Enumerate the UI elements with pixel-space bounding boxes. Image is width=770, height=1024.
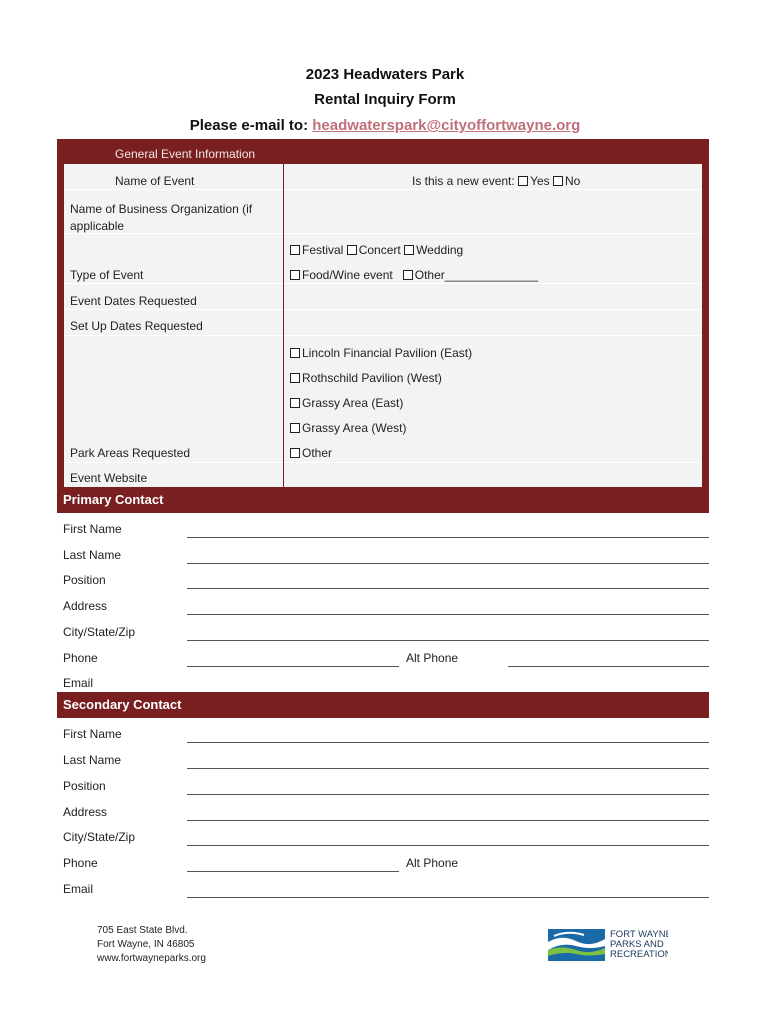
food-wine-checkbox[interactable] <box>290 270 300 280</box>
secondary-alt-phone-label: Alt Phone <box>406 856 459 870</box>
primary-last-name-label: Last Name <box>63 548 122 562</box>
website-input[interactable] <box>284 463 702 488</box>
primary-email-label: Email <box>63 676 94 690</box>
primary-position-field[interactable] <box>187 588 709 589</box>
parks-logo-icon <box>548 926 668 962</box>
business-input[interactable] <box>284 190 702 234</box>
email-link[interactable]: headwaterspark@cityoffortwayne.org <box>312 117 581 134</box>
grassy-west-label: Grassy Area (West) <box>302 421 407 435</box>
park-option-other <box>290 446 332 460</box>
setup-label: Set Up Dates Requested <box>70 319 203 333</box>
food-wine-label: Food/Wine event <box>302 268 393 282</box>
primary-city-label: City/State/Zip <box>63 625 136 639</box>
secondary-last-name-field[interactable] <box>187 768 709 769</box>
footer-web: www.fortwayneparks.org <box>97 953 206 964</box>
rothschild-checkbox[interactable] <box>290 373 300 383</box>
primary-city-field[interactable] <box>187 640 709 641</box>
business-label: Name of Business Organization (if applicable <box>70 202 253 233</box>
secondary-address-field[interactable] <box>187 820 709 821</box>
secondary-first-name-label: First Name <box>63 727 122 741</box>
primary-address-field[interactable] <box>187 614 709 615</box>
grassy-west-checkbox[interactable] <box>290 423 300 433</box>
logo-line-2: PARKS AND <box>610 939 664 950</box>
rothschild-label: Rothschild Pavilion (West) <box>302 371 442 385</box>
lincoln-label: Lincoln Financial Pavilion (East) <box>302 346 473 360</box>
park-option-lincoln <box>290 346 472 360</box>
email-instruction <box>0 117 770 134</box>
park-label: Park Areas Requested <box>70 446 191 460</box>
footer-city: Fort Wayne, IN 46805 <box>97 939 195 950</box>
type-row-2 <box>290 268 538 282</box>
footer-address <box>97 924 206 966</box>
type-other-label: Other______________ <box>414 268 539 282</box>
secondary-last-name-label: Last Name <box>63 753 122 767</box>
event-dates-input[interactable] <box>284 284 702 310</box>
secondary-phone-field[interactable] <box>187 871 399 872</box>
footer-street: 705 East State Blvd. <box>97 925 188 936</box>
primary-first-name-field[interactable] <box>187 537 709 538</box>
new-event-question <box>412 174 580 188</box>
yes-checkbox[interactable] <box>518 176 528 186</box>
new-event-label: Is this a new event: <box>412 174 515 188</box>
wedding-label: Wedding <box>416 243 464 257</box>
yes-label: Yes <box>530 174 550 188</box>
concert-checkbox[interactable] <box>347 245 357 255</box>
park-option-grassy-east <box>290 396 403 410</box>
secondary-city-field[interactable] <box>187 845 709 846</box>
primary-first-name-label: First Name <box>63 522 122 536</box>
form-subtitle: Rental Inquiry Form <box>314 91 456 108</box>
park-other-checkbox[interactable] <box>290 448 300 458</box>
secondary-phone-label: Phone <box>63 856 98 870</box>
primary-contact-title: Primary Contact <box>63 492 164 507</box>
secondary-contact-bar <box>57 692 709 718</box>
event-info-heading: General Event Information <box>115 147 256 161</box>
event-name-label: Name of Event <box>115 174 195 188</box>
festival-label: Festival <box>302 243 344 257</box>
park-option-rothschild <box>290 371 442 385</box>
type-other-checkbox[interactable] <box>403 270 413 280</box>
secondary-email-field[interactable] <box>187 897 709 898</box>
no-label: No <box>565 174 581 188</box>
grassy-east-checkbox[interactable] <box>290 398 300 408</box>
dates-label: Event Dates Requested <box>70 294 197 308</box>
park-other-label: Other <box>302 446 333 460</box>
logo-line-1: FORT WAYNE <box>610 929 668 940</box>
primary-address-label: Address <box>63 599 108 613</box>
grassy-east-label: Grassy Area (East) <box>302 396 404 410</box>
secondary-city-label: City/State/Zip <box>63 830 136 844</box>
primary-phone-label: Phone <box>63 651 98 665</box>
type-label: Type of Event <box>70 268 144 282</box>
primary-phone-field[interactable] <box>187 666 399 667</box>
no-checkbox[interactable] <box>553 176 563 186</box>
park-option-grassy-west <box>290 421 406 435</box>
secondary-first-name-field[interactable] <box>187 742 709 743</box>
primary-position-label: Position <box>63 573 106 587</box>
park-label-cell <box>64 336 283 463</box>
primary-last-name-field[interactable] <box>187 563 709 564</box>
primary-contact-bar <box>57 487 709 513</box>
concert-label: Concert <box>358 243 401 257</box>
logo-line-3: RECREATION <box>610 949 668 960</box>
secondary-email-label: Email <box>63 882 94 896</box>
festival-checkbox[interactable] <box>290 245 300 255</box>
lincoln-checkbox[interactable] <box>290 348 300 358</box>
setup-dates-input[interactable] <box>284 310 702 336</box>
wedding-checkbox[interactable] <box>404 245 414 255</box>
secondary-address-label: Address <box>63 805 108 819</box>
secondary-position-field[interactable] <box>187 794 709 795</box>
secondary-contact-title: Secondary Contact <box>63 697 182 712</box>
email-prefix: Please e-mail to: <box>189 117 313 134</box>
website-label: Event Website <box>70 471 148 485</box>
type-row-1 <box>290 243 463 257</box>
form-year-title: 2023 Headwaters Park <box>305 66 465 83</box>
primary-alt-phone-field[interactable] <box>508 666 709 667</box>
fort-wayne-parks-logo <box>548 926 668 962</box>
primary-alt-phone-label: Alt Phone <box>406 651 459 665</box>
secondary-position-label: Position <box>63 779 106 793</box>
